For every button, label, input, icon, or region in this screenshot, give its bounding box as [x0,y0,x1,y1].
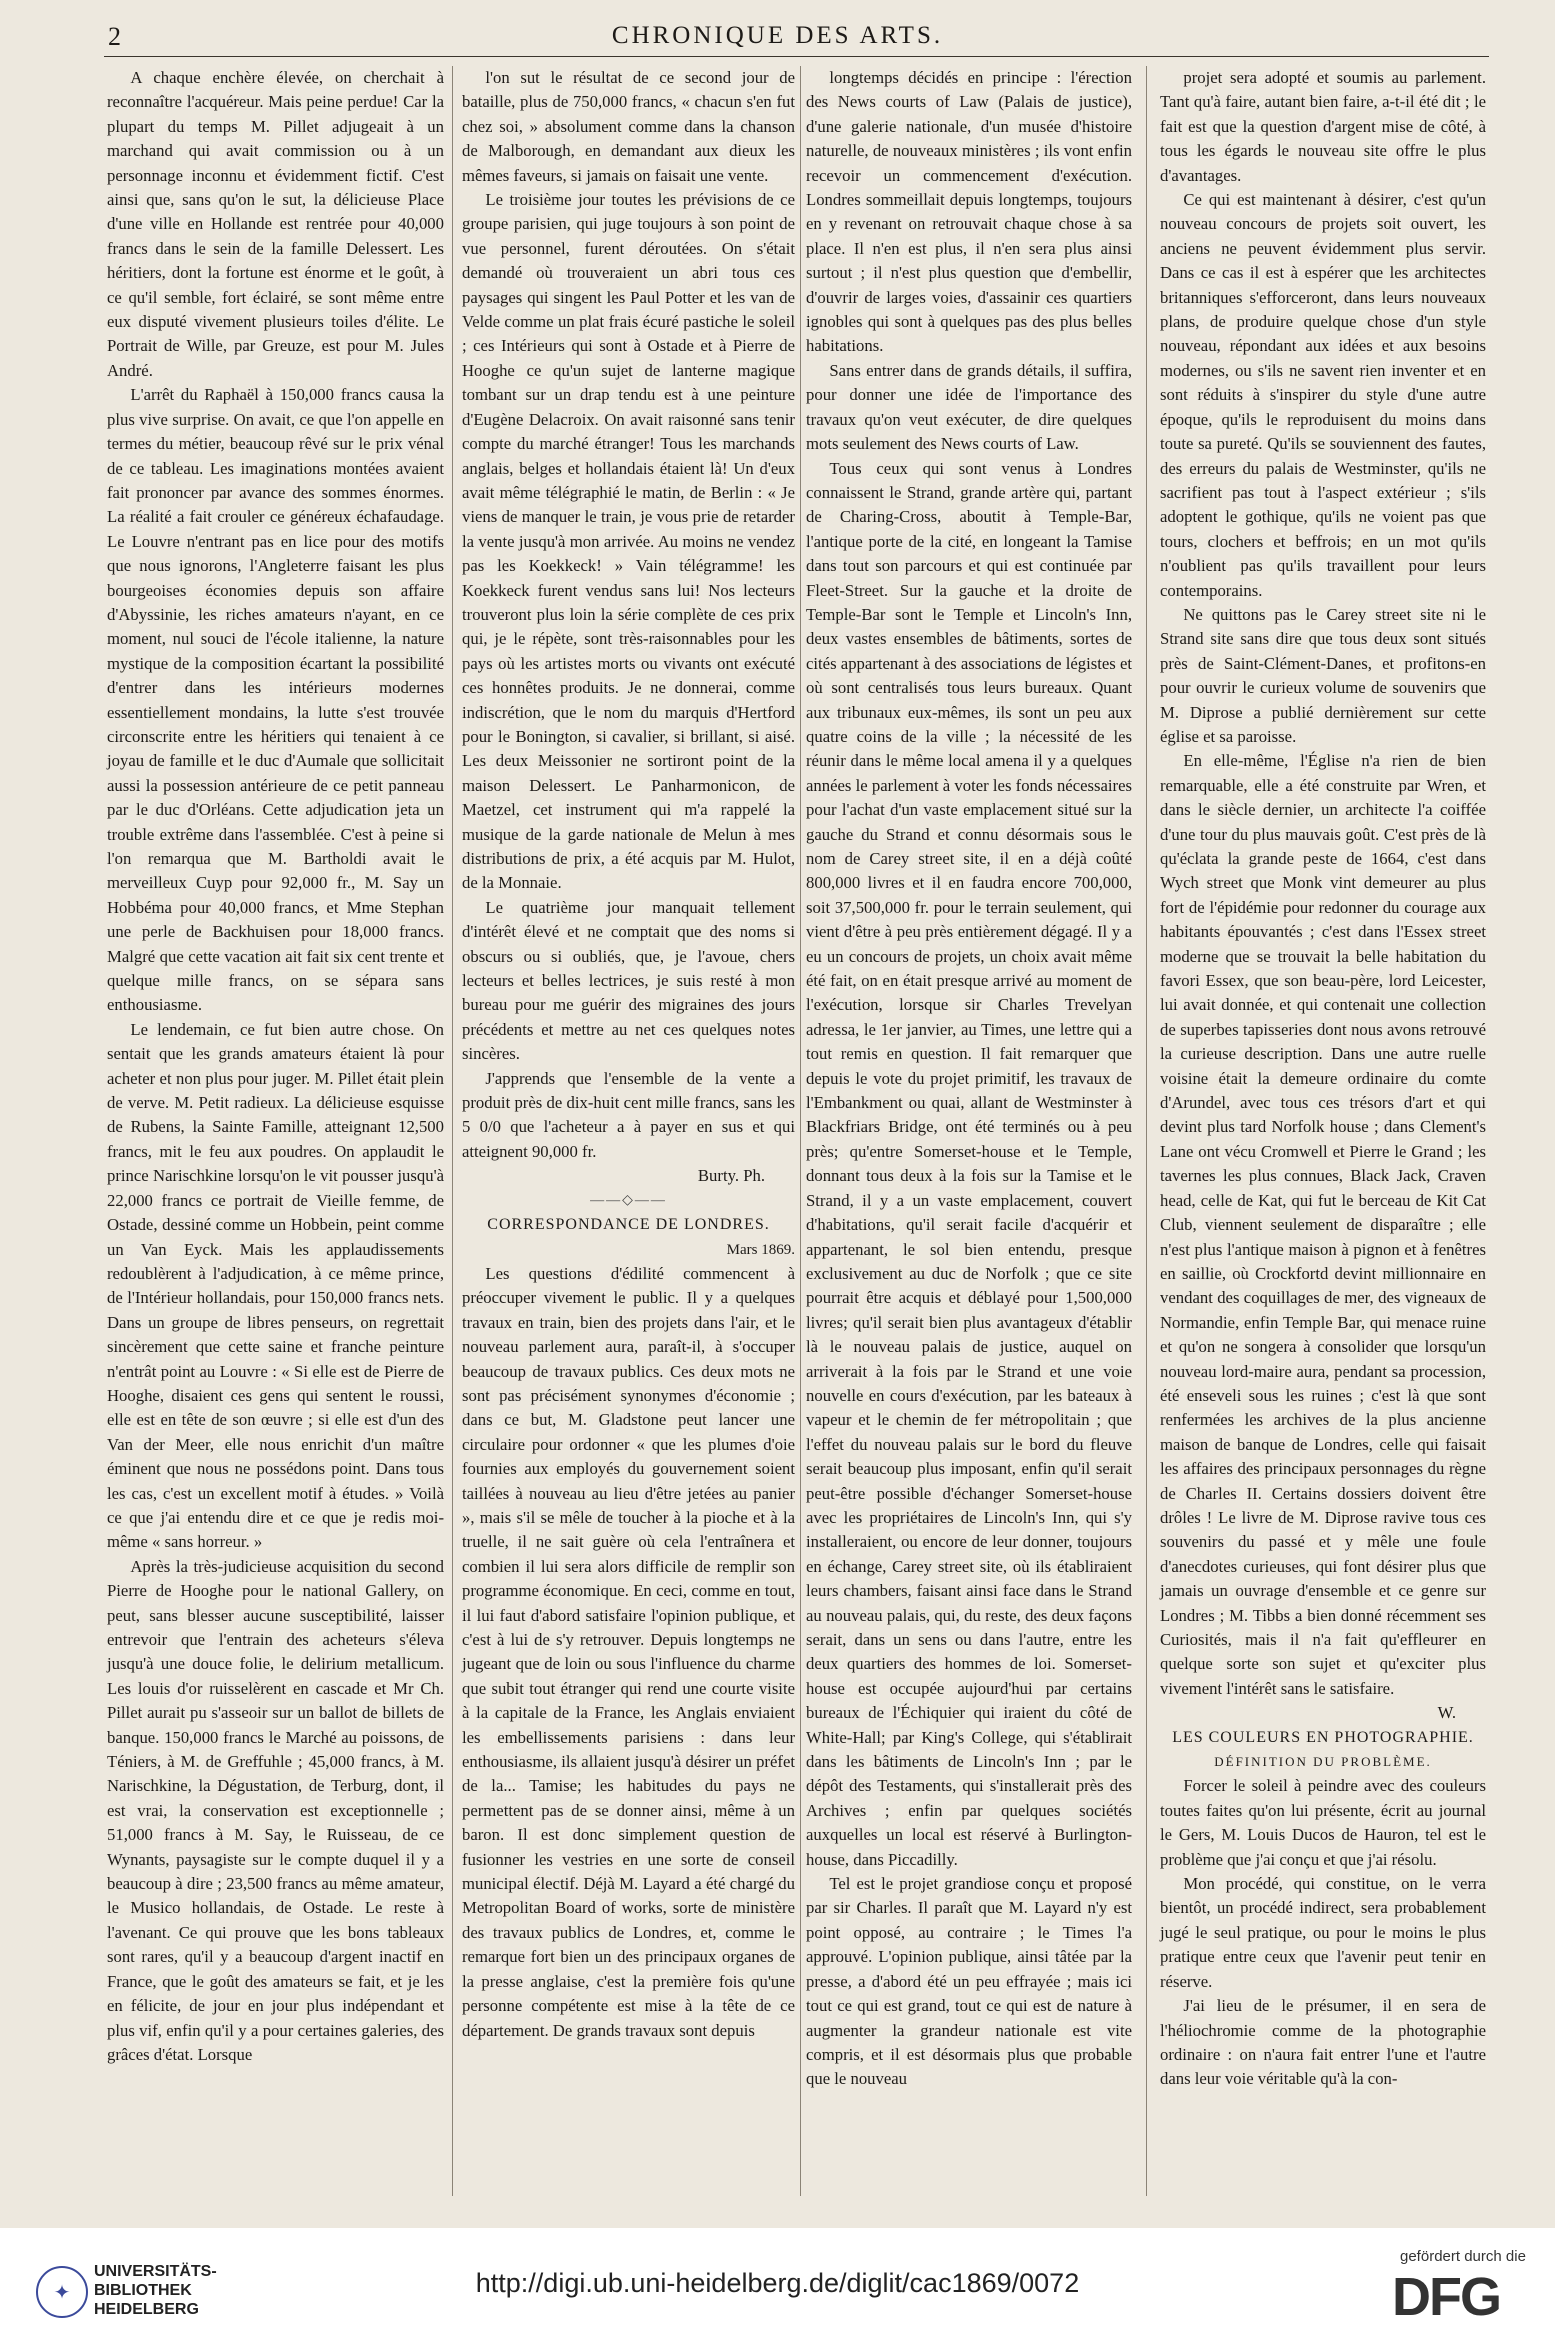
paragraph: Le lendemain, ce fut bien autre chose. On sentait que les grands amateurs étaient là pour acheter et non plus pour juger. M. Pillet était plein de verve. M. Petit radieux. La délicieuse esquisse de Rubens, la Sainte Famille, atteignant 12,500 francs, mit le feu aux poudres. On applaudit le prince Narischkine lorsqu'on le vit pousser jusqu'à 22,000 francs ce portrait de Vieille femme, de Ostade, dessiné comme un Hobbein, peint comme un Van Eyck. Mais les applaudissements redoublèrent à l'adjudication, à ce même prince, de l'Intérieur hollandais, pour 150,000 francs nets. Dans un groupe de libres penseurs, on regrettait sincèrement que cette saine et franche peinture n'entrât point au Louvre : « Si elle est de Pierre de Hooghe, disaient ces gens qui sentent le roussi, elle est en tête de son œuvre ; si elle est d'un des Van der Meer, elle nous enrichit d'un maître éminent que nous ne possédons point. Dans tous les cas, c'est un excellent motif à études. » Voilà ce que j'ai entendu dire et ce que je redis moi-même « sans horreur. » [107,1019,444,1552]
paragraph: J'apprends que l'ensemble de la vente a produit près de dix-huit cent mille francs, sans les 5 0/0 que l'acheteur a à payer en sus et qui atteignent 90,000 fr. [462,1068,795,1161]
paragraph: longtemps décidés en principe : l'érection des News courts of Law (Palais de justice), d'une galerie nationale, d'un musée d'histoire naturelle, de nouveaux ministères ; ils vont enfin recevoir un commencement d'exécution. Londres sommeillait depuis longtemps, toujours en y revenant on retrouvait chaque chose à sa place. Il n'en est plus, il n'en sera plus ainsi surtout ; il n'est plus question que d'embellir, d'ouvrir de larges voies, d'assainir ces quartiers ignobles qui sont à quelques pas des plus belles habitations. [806,68,1132,356]
article-date: Mars 1869. [726,1241,795,1258]
dfg-logo[interactable]: DFG [1392,2267,1500,2327]
paragraph: Ne quittons pas le Carey street site ni le Strand site sans dire que tous deux sont situés près de Saint-Clément-Danes, et profitons-en pour ouvrir le curieux volume de souvenirs que M. Diprose a publié dernièrement sur cette église et sa paroisse. [1160,604,1486,746]
paragraph: Tel est le projet grandiose conçu et proposé par sir Charles. Il paraît que M. Layard n'y est point opposé, au contraire ; le Times l'a approuvé. L'opinion publique, ainsi tâtée par la presse, a d'abord été un peu effrayée ; mais ici tout ce qui est grand, tout ce qui est de nature à augmenter la grandeur nationale est vite compris, et il est désormais plus que probable que le nouveau [806,1874,1132,2089]
ornament-divider: ——◇—— [590,1192,667,1208]
column-divider [1146,66,1147,2196]
source-url-link[interactable]: http://digi.ub.uni-heidelberg.de/diglit/cac1869/0072 [475,2268,1080,2298]
paragraph: A chaque enchère élevée, on cherchait à reconnaître l'acquéreur. Mais peine perdue! Car la plupart du temps M. Pillet adjugeait à un marchand qui avait commission ou à un personnage inconnu et évidemment fictif. C'est ainsi que, sans qu'on le sut, la délicieuse Place d'une ville en Hollande est rentrée pour 40,000 francs dans le sein de la famille Delessert. Les héritiers, dont la fortune est énorme et le goût, à ce qu'il semble, fort éclairé, se sont même entre eux disputé vivement plusieurs toiles d'élite. Le Portrait de Wille, par Greuze, est pour M. Jules André. [107,68,444,380]
dfg-caption: gefördert durch die [1400,2248,1526,2265]
column-2 [462,66,795,2043]
column-3 [806,66,1132,2092]
seal-icon: ✦ [36,2266,88,2318]
column-1 [107,66,444,2067]
signature: Burty. Ph. [697,1166,765,1186]
section-title: LES COULEURS EN PHOTOGRAPHIE. [1172,1728,1474,1746]
column-divider [800,66,801,2196]
column-divider [452,66,453,2196]
university-name: UNIVERSITÄTS- BIBLIOTHEK HEIDELBERG [94,2263,217,2318]
header-rule [104,56,1489,57]
page-number: 2 [108,22,121,51]
paragraph: Après la très-judicieuse acquisition du second Pierre de Hooghe pour le national Gallery, on peut, sans blesser aucune susceptibilité, laisser entrevoir que l'entrain des acheteurs s'éleva jusqu'à une douce folie, le delirium metallicum. Les louis d'or ruisselèrent en cascade et Mr Ch. Pillet aurait pu s'asseoir sur un ballot de billets de banque. 150,000 francs le Marché au poissons, de Téniers, à M. de Greffuhle ; 45,000 francs, à M. Narischkine, la Dégustation, de Terburg, dont, il est vrai, la conservation est exceptionnelle ; 51,000 francs à M. Say, le Ruisseau, de ce Wynants, paysagiste sur le compte duquel il y a beaucoup à dire ; 23,500 francs au même amateur, le Musico hollandais, de Ostade. Le reste à l'avenant. Ce qui prouve que les bons tableaux sont rares, qu'il y a beaucoup d'argent inactif en France, que le goût des amateurs se fait, et je les en félicite, de jour en jour plus indépendant et plus vif, enfin qu'il y a pour certaines galeries, des grâces d'état. Lorsque [107,1556,444,2064]
paragraph: Le troisième jour toutes les prévisions de ce groupe parisien, qui juge toujours à son point de vue personnel, furent déroutées. On s'était demandé où trouveraient un abri tous ces paysages qui singent les Paul Potter et les van de Velde comme un plat frais écuré pastiche le soleil ; ces Intérieurs qui sont à Ostade et à Pierre de Hooghe ce qu'un sujet de lanterne magique tombant sur un drap tendu est à une peinture d'Eugène Delacroix. On avait raisonné sans tenir compte du marché étranger! Tous les marchands anglais, belges et hollandais étaient là! Un d'eux avait même télégraphié le matin, de Berlin : « Je viens de manquer le train, je vous prie de retarder la vente jusqu'à mon arrivée. Au moins ne vendez pas les Koekkeck! » Vain télégramme! les Koekkeck furent vendus sans lui! Nos lecteurs trouveront plus loin la série complète de ces prix qui, je le répète, sont très-raisonnables pour les pays où les artistes morts ou vivants ont exécuté ces honnêtes produits. Je ne donnerai, comme indiscrétion, que le nom du marquis d'Hertford pour le Bonington, si cavalier, si brillant, si aisé. Les deux Meissonier ne sortiront point de la maison Delessert. Le Panharmonicon, de Maetzel, cet instrument qui m'a rappelé la musique de la garde nationale de Melun à mes distributions de prix, a été acquis par M. Hulot, de la Monnaie. [462,190,795,893]
paragraph: l'on sut le résultat de ce second jour de bataille, plus de 750,000 francs, « chacun s'en fut chez soi, » absolument comme dans la chanson de Malborough, en demandant aux dieux les mêmes faveurs, si jamais on faisait une vente. [462,68,795,185]
paragraph: Le quatrième jour manquait tellement d'intérêt élevé et ne comptait que des noms si obscurs ou si oubliés, que, je l'avoue, chers lecteurs et belles lectrices, je suis resté à mon bureau pour me guérir des migraines des jours précédents et mettre au net ces quelques notes sincères. [462,897,795,1064]
paragraph: Les questions d'édilité commencent à préoccuper vivement le public. Il y a quelques travaux en train, bien des projets dans l'air, et le nouveau parlement aura, paraît-il, à s'occuper beaucoup de travaux publics. Ces deux mots ne sont pas précisément synonymes d'économie ; dans ce but, M. Gladstone peut lancer une circulaire pour ordonner « que les plumes d'oie fournies aux employés du gouvernement soient taillées à nouveau au lieu d'être jetées au panier », mais s'il se mêle de toucher à la pioche et à la truelle, il ne sait guère où cela l'entraînera et combien il lui sera alors difficile de remplir son programme économique. En ceci, comme en tout, il lui faut d'abord satisfaire l'opinion publique, et c'est à lui de s'y retrouver. Depuis longtemps ne jugeant que de loin ou sous l'influence du charme que subit tout étranger qui rend une courte visite à la capitale de la France, les Anglais enviaient les embellissements parisiens : dans leur enthousiasme, ils allaient jusqu'à désirer un préfet de la... Tamise; les habitudes du pays ne permettent pas de se donner ainsi, même à un baron. Il est donc simplement question de fusionner les vestries en une sorte de conseil municipal électif. Déjà M. Layard a été chargé du Metropolitan Board of works, sorte de ministère des travaux publics de Londres, et, comme le remarque fort bien un des principaux organes de la presse anglaise, c'est la première fois qu'une personne compétente est mise à la tête de ce département. De grands travaux sont depuis [462,1263,795,2040]
paragraph: Tous ceux qui sont venus à Londres connaissent le Strand, grande artère qui, partant de Charing-Cross, aboutit à Temple-Bar, l'antique porte de la cité, en longeant la Tamise dans tout son parcours et qui est continuée par Fleet-Street. Sur la gauche et la droite de Temple-Bar sont le Temple et Lincoln's Inn, deux vastes ensembles de bâtiments, sortes de cités appartenant à des associations de légistes et où sont centralisés tous leurs bureaux. Quant aux tribunaux eux-mêmes, ils sont un peu aux quatre coins de la ville ; la nécessité de les réunir dans le même local amena il y a quelques années le parlement à voter les fonds nécessaires pour l'achat d'un vaste emplacement situé sur la gauche du Strand et connu désormais sous le nom de Carey street site, il en a déjà coûté 800,000 livres et il en faudra encore 700,000, soit 37,500,000 fr. pour le terrain seulement, qui vient d'être à peu près entièrement dégagé. Il y a eu un concours de projets, un choix avait même été fait, on en était presque arrivé au moment de l'exécution, lorsque sir Charles Trevelyan adressa, le 1er janvier, au Times, une lettre qui a tout remis en question. Il fait remarquer que depuis le vote du projet primitif, les travaux de l'Embankment ou quai, allant de Westminster à Blackfriars Bridge, ont été terminés ou à peu près; qu'entre Somerset-house et le Temple, donnant tous deux à la fois sur la Tamise et le Strand, il y a un vaste emplacement, couvert d'habitations, qu'il serait facile d'acquérir et appartenant, le sol bien entendu, presque exclusivement au duc de Norfolk ; que ce site pourrait être acquis et déblayé pour 1,500,000 livres; qu'il serait bien plus avantageux d'établir là le nouveau palais de justice, auquel on arriverait à la fois par le Strand et une voie nouvelle en cours d'exécution, par les bateaux à vapeur et le chemin de fer métropolitain ; que l'effet du nouveau palais sur le bord du fleuve serait beaucoup plus imposant, enfin qu'il serait peut-être possible d'échanger Somerset-house avec les propriétaires de Lincoln's Inn, qui s'y installeraient, ou encore de leur donner, toujours en échange, Carey street site, où ils établiraient leurs chambers, faisant ainsi face dans le Strand au nouveau palais, qui, du reste, des deux façons serait, dans un sens ou dans l'autre, entre les deux quartiers des hommes de loi. Somerset-house est occupée aujourd'hui par certains bureaux de l'Échiquier qui iraient du côté de White-Hall; par King's College, qui s'établirait dans les bâtiments de Lincoln's Inn ; par le dépôt des Testaments, qui s'installerait près des Archives ; enfin par quelques sociétés auxquelles un local est réservé à Burlington-house, dans Piccadilly. [806,458,1132,1869]
paragraph: Forcer le soleil à peindre avec des couleurs toutes faites qu'on lui présente, écrit au journal le Gers, M. Louis Ducos de Hauron, tel est le problème que j'ai conçu et que j'ai résolu. [1160,1776,1486,1869]
section-subtitle: DÉFINITION DU PROBLÈME. [1214,1754,1432,1770]
page-title: CHRONIQUE DES ARTS. [611,22,944,49]
paragraph: L'arrêt du Raphaël à 150,000 francs causa la plus vive surprise. On avait, ce que l'on appelle en termes du métier, beaucoup rêvé sur le prix vénal de ce tableau. Les imaginations montées avaient fait prononcer par avance des sommes énormes. La réalité a fait crouler ce généreux échafaudage. Le Louvre n'entrant pas en lice pour des motifs que nous ignorons, l'Angleterre faisant les plus bourgeoises économies depuis son affaire d'Abyssinie, les riches amateurs n'ayant, en ce moment, nul souci de l'école italienne, la nature mystique de la composition écartant la possibilité d'entrer dans les intérieurs modernes essentiellement mondains, la lutte s'est trouvée circonscrite entre les héritiers qui tenaient à ce joyau de famille et le duc d'Aumale que sollicitait aussi la possession antérieure de ce petit panneau par le duc d'Orléans. Cette adjudication jeta un trouble extrême dans l'assemblée. C'est à peine si l'on remarqua que M. Bartholdi avait le merveilleux Cuyp pour 92,000 fr., M. Say un Hobbéma pour 40,000 francs, et Mme Stephan une perle de Backhuisen pour 18,000 francs. Malgré que cette vacation ait fait six cent trente et quelque mille francs, on se sépara sans enthousiasme. [107,385,444,1015]
signature: W. [1437,1703,1456,1723]
paragraph: J'ai lieu de le présumer, il en sera de l'héliochromie comme de la photographie ordinaire : on n'aura fait entrer l'une et l'autre dans leur voie véritable qu'à la con- [1160,1996,1486,2089]
paragraph: Mon procédé, qui constitue, on le verra bientôt, un procédé indirect, sera probablement jugé le seul pratique, ou pour le moins le plus pratique entre ceux que l'avenir peut tenir en réserve. [1160,1874,1486,1991]
paragraph: projet sera adopté et soumis au parlement. Tant qu'à faire, autant bien faire, a-t-il été dit ; le fait est que la question d'argent mise de côté, à tous les égards le nouveau site offre le plus d'avantages. [1160,68,1486,185]
section-title: CORRESPONDANCE DE LONDRES. [487,1216,770,1234]
paragraph: En elle-même, l'Église n'a rien de bien remarquable, elle a été construite par Wren, et dans le siècle dernier, un architecte l'a coiffée d'une tour du plus mauvais goût. C'est près de là qu'éclata la grande peste de 1664, c'est dans Wych street que Monk vint demeurer au plus fort de l'épidémie pour redonner du courage aux habitants épouvantés ; c'est dans l'Essex street moderne que se trouvait la belle habitation du favori Essex, que son beau-père, lord Leicester, lui avait donnée, et qui contenait une collection de superbes tapisseries dont nous avons retrouvé la curieuse description. Dans une autre ruelle voisine était la demeure ordinaire du comte d'Arundel, avec tous ces trésors d'art et qui devint plus tard Norfolk house ; dans Clement's Lane ont vécu Cromwell et Pierre le Grand ; les tavernes les plus connues, Black Jack, Craven head, celle de Kat, qui fut le berceau de Kit Cat Club, viennent seulement de disparaître ; elle n'est plus l'antique maison à pignon et à fenêtres en saillie, où Crockfortd devint millionnaire en vendant des coquillages de mer, des vigneaux de Normandie, enfin Temple Bar, qui menace ruine et qu'on ne songera à consolider que lorsqu'un nouveau lord-maire aura, pendant sa procession, été enseveli sous les ruines ; c'est là que sont renfermées les archives de la plus ancienne maison de banque de Londres, celle qui faisait les affaires des principaux personnages du règne de Charles II. Certains dossiers doivent être drôles ! Le livre de M. Diprose ravive tous ces souvenirs du passé et y mêle une foule d'anecdotes curieuses, qui font désirer plus que jamais un ouvrage d'ensemble et ce genre sur Londres ; M. Tibbs a bien donné récemment ses Curiosités, mais il n'a fait qu'effleurer en quelque sorte son sujet et qu'exciter plus vivement l'intérêt sans le satisfaire. [1160,751,1486,1698]
paragraph: Ce qui est maintenant à désirer, c'est qu'un nouveau concours de projets soit ouvert, les anciens ne peuvent évidemment plus servir. Dans ce cas il est à espérer que les architectes britanniques s'efforceront, dans leurs nouveaux plans, de produire quelque chose d'un style nouveau, répondant aux idées et aux besoins modernes, ou s'ils ne savent rien inventer et en sont réduits à s'inspirer du style d'une autre époque, qu'ils le reproduisent du moins dans toute sa pureté. Qu'ils se souviennent des fautes, des erreurs du palais de Westminster, qu'ils ne sacrifient pas tout à l'aspect extérieur ; s'ils adoptent le gothique, qu'ils ne voient pas que tours, clochers et beffrois; en un mot qu'ils n'oublient pas qu'ils travaillent pour leurs contemporains. [1160,190,1486,600]
paragraph: Sans entrer dans de grands détails, il suffira, pour donner une idée de l'importance des travaux qu'on veut exécuter, de dire quelques mots seulement des News courts of Law. [806,360,1132,454]
column-4 [1160,66,1486,2092]
